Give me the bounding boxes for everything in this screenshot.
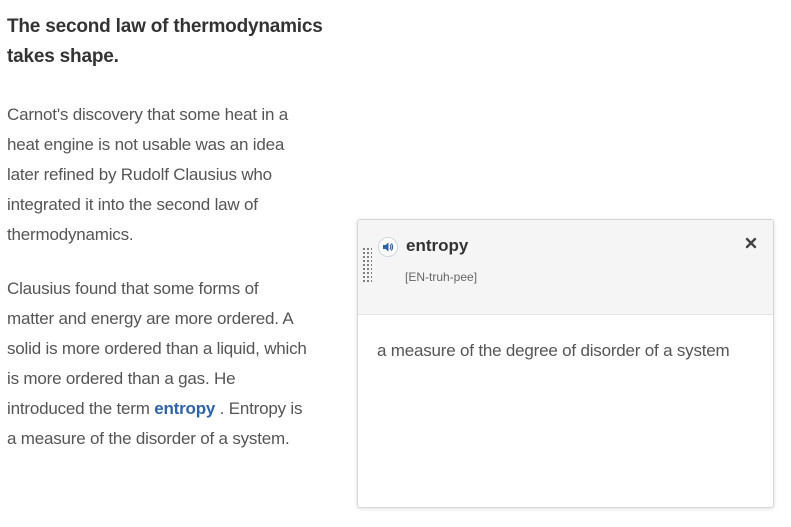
popup-definition: a measure of the degree of disorder of a system (377, 341, 730, 360)
speaker-icon[interactable] (378, 237, 398, 257)
paragraph-carnot (7, 100, 357, 250)
article (7, 12, 357, 454)
paragraph-text: . Entropy is (215, 399, 303, 418)
paragraph-clausius (7, 274, 357, 454)
section-heading (7, 12, 357, 72)
paragraph-line: a measure of the disorder of a system. (7, 429, 290, 448)
paragraph-line: integrated it into the second law of (7, 195, 258, 214)
popup-word: entropy (406, 236, 469, 255)
speaker-glyph (381, 240, 395, 254)
glossary-popup (357, 219, 774, 508)
paragraph-line: Clausius found that some forms of (7, 279, 259, 298)
popup-header (358, 220, 773, 315)
paragraph-line: heat engine is not usable was an idea (7, 135, 285, 154)
heading-line-1: The second law of thermodynamics (7, 16, 323, 37)
paragraph-text: introduced the term (7, 399, 155, 418)
paragraph-line: Carnot's discovery that some heat in a (7, 105, 289, 124)
glossary-term-entropy[interactable]: entropy (154, 399, 216, 418)
paragraph-line: matter and energy are more ordered. A (7, 309, 294, 328)
paragraph-line: is more ordered than a gas. He (7, 369, 236, 388)
heading-line-2: takes shape. (7, 46, 119, 67)
paragraph-line: solid is more ordered than a liquid, which (7, 339, 307, 358)
paragraph-line: thermodynamics. (7, 225, 134, 244)
close-icon[interactable] (744, 236, 758, 250)
paragraph-line: later refined by Rudolf Clausius who (7, 165, 272, 184)
close-glyph (744, 236, 758, 250)
popup-pronunciation: [EN-truh-pee] (405, 270, 478, 284)
drag-handle-icon[interactable] (362, 247, 372, 283)
